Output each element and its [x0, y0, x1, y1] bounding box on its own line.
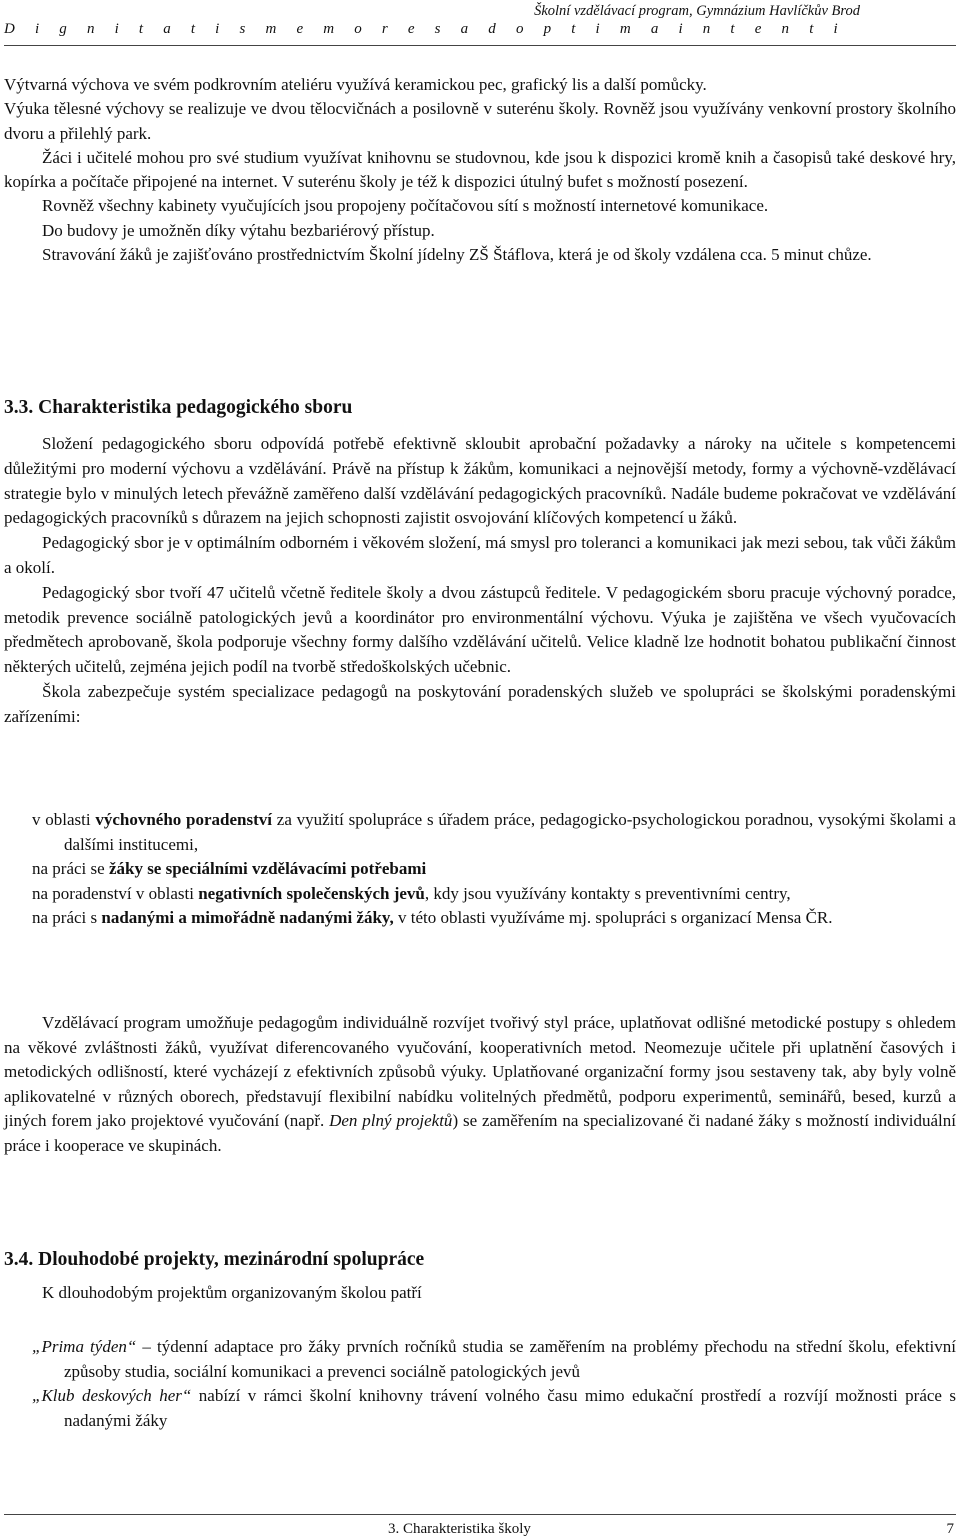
motto-letter: i: [114, 21, 119, 37]
list-item-suffix: , kdy jsou využívány kontakty s preventivními centry,: [424, 883, 791, 903]
motto-letter: r: [381, 21, 388, 37]
list-item-prefix: na poradenství v oblasti: [32, 883, 199, 903]
motto-letter: m: [323, 21, 335, 37]
header-school-program: Školní vzdělávací program, Gymnázium Havlíčkův Brod: [534, 3, 860, 19]
program-text-end: ) se zaměřením na specializované či nadané žáky s možností individuální práce i kooperace ve skupinách.: [4, 1111, 957, 1155]
staff-composition-text: Složení pedagogického sboru odpovídá potřebě efektivně skloubit aprobační požadavky a nároky na učitele s kompetencemi důležitými pro moderní výchovu a vzdělávání. Právě na přístup k žákům, komunikaci a nejnovější metody, formy a výchovně-vzdělávací strategie bylo v minulých letech převážně zaměřeno další vzdělávání pedagogických pracovníků.: [4, 434, 956, 503]
motto-letter: n: [86, 21, 95, 37]
list-item-suffix: v této oblasti využíváme mj. spolupráci s organizací Mensa ČR.: [393, 908, 833, 928]
project-description: nabízí v rámci školní knihovny trávení volného času mimo edukační prostředí a rozvíjí možnosti práce s nadanými žáky: [64, 1386, 956, 1430]
projects-intro: K dlouhodobým projektům organizovaným školou patří: [42, 1283, 422, 1302]
intro-paragraph-canteen: Stravování žáků je zajišťováno prostřednictvím Školní jídelny ZŠ Štáflova, která je od školy vzdálena cca. 5 minut chůze.: [42, 245, 872, 265]
footer-page-number: 7: [946, 1521, 954, 1537]
motto-letter: g: [59, 21, 67, 37]
counseling-list: [4, 808, 956, 931]
motto-letter: m: [265, 21, 277, 37]
footer-chapter: 3. Charakteristika školy: [388, 1521, 531, 1537]
motto-letter: e: [754, 21, 762, 37]
intro-block: [4, 73, 956, 267]
projects-list: [4, 1335, 956, 1433]
motto-letter: t: [730, 21, 735, 37]
motto-letter: s: [434, 21, 441, 37]
section-3-3-title: 3.3. Charakteristika pedagogického sboru: [4, 397, 353, 418]
intro-paragraph-network: Rovněž všechny kabinety vyučujících jsou propojeny počítačovou sítí s možností internetové komunikace.: [42, 196, 769, 216]
motto-letter: t: [138, 21, 144, 37]
staff-composition-paragraph: [4, 432, 956, 531]
list-item: [4, 882, 956, 907]
list-item: [4, 808, 956, 857]
intro-paragraph-library: Žáci i učitelé mohou pro své studium využívat knihovnu se studovnou, kde jsou k dispozici kromě knih a časopisů také deskové hry, kopírka a počítače připojené na internet. V suterénu školy je též k dispozici útulný bufet s možností posezení.: [4, 147, 956, 192]
project-name: „Prima týden“: [32, 1337, 137, 1356]
counseling-system-paragraph: Škola zabezpečuje systém specializace pedagogů na poskytování poradenských služeb ve spolupráci se školskými poradenskými zařízeními:: [4, 681, 956, 726]
list-item: [4, 857, 956, 882]
motto-letter: i: [833, 21, 838, 37]
list-item-bold: výchovného poradenství: [95, 810, 273, 829]
list-item: [4, 1384, 956, 1433]
motto-letter: n: [781, 21, 790, 37]
list-item-prefix: na práci se: [32, 859, 109, 879]
section-3-4-title: 3.4. Dlouhodobé projekty, mezinárodní spolupráce: [4, 1249, 425, 1270]
list-item-prefix: na práci s: [32, 908, 102, 928]
list-item-bold: negativních společenských jevů: [198, 883, 425, 903]
motto-letter: o: [354, 21, 362, 37]
motto-letter: t: [190, 21, 196, 37]
footer-divider: [4, 1514, 956, 1515]
motto-letter: s: [239, 21, 246, 37]
header-motto: [4, 19, 838, 39]
motto-letter: p: [543, 21, 552, 37]
motto-letter: a: [650, 21, 659, 37]
motto-letter: t: [571, 21, 576, 37]
header-divider: [4, 45, 956, 46]
project-name: „Klub deskových her“: [32, 1386, 192, 1406]
program-text-start: Vzdělávací program umožňuje pedagogům individuálně rozvíjet tvořivý styl práce, uplatňovat odlišné metodické postupy s ohledem na věkové zvláštnosti žáků, využívat diferencovaného vyučování, kooperativních metod. Neomezuje učitele při uplatnění časových i metodických odlišností, které vycházejí z efektivních způsobů výuky. Uplatňované organizační formy jsou sestaveny tak, aby byly volně aplikovatelné v různých oborech, představují flexibilní nabídku volitelných předmětů, podporu experimentů, seminářů, besed, kurzů a jiných forem jako projektové vyučování (např.: [4, 1013, 956, 1131]
section-3-4-intro-block: [4, 1281, 956, 1305]
program-paragraph: [4, 1011, 956, 1159]
staff-further-education-text: Nadále budeme pokračovat ve vzdělávání pedagogických pracovníků s důrazem na jejich schopnosti zajistit osvojování klíčových kompetencí u žáků.: [4, 483, 956, 528]
motto-letter: i: [595, 21, 600, 37]
intro-paragraph-access: Do budovy je umožněn díky výtahu bezbariérový přístup.: [42, 220, 435, 240]
staff-tolerance-paragraph: Pedagogický sbor je v optimálním odborném i věkovém složení, má smysl pro toleranci a komunikaci jak mezi sebou, tak vůči žákům a okolí.: [4, 533, 956, 577]
motto-letter: D: [4, 21, 15, 37]
list-item: [4, 1335, 956, 1384]
motto-letter: d: [488, 21, 496, 37]
list-item-bold: nadanými a mimořádně nadanými žáky,: [101, 908, 394, 928]
motto-letter: a: [163, 21, 171, 37]
motto-letter: t: [809, 21, 814, 37]
motto-letter: e: [407, 21, 415, 37]
motto-letter: e: [296, 21, 304, 37]
motto-letter: i: [215, 21, 220, 37]
intro-paragraph-pe: Výuka tělesné výchovy se realizuje ve dvou tělocvičnách a posilovně v suterénu školy. Rovněž jsou využívány venkovní prostory školního dvoru a přilehlý park.: [4, 99, 956, 143]
motto-letter: i: [678, 21, 683, 37]
list-item-prefix: v oblasti: [32, 810, 96, 829]
list-item: [4, 906, 956, 931]
motto-letter: n: [702, 21, 711, 37]
motto-letter: i: [34, 21, 40, 37]
staff-count-paragraph: Pedagogický sbor tvoří 47 učitelů včetně ředitele školy a dvou zástupců ředitele. V pedagogickém sboru pracuje výchovný poradce, metodik prevence sociálně patologických jevů a koordinátor pro environmentální výchovu. Výuka je zajištěna ve všech vyučovacích předmětech aprobovaně, škola podporuje všechny formy dalšího vzdělávání učitelů. Velice kladně lze hodnotit bohatou publikační činnost některých učitelů, zejména jejich podíl na tvorbě středoškolských učebnic.: [4, 582, 956, 677]
project-description: – týdenní adaptace pro žáky prvních ročníků studia se zaměřením na problémy přechodu na střední školu, efektivní způsoby studia, sociální komunikaci a prevenci sociálně patologických jevů: [64, 1337, 957, 1381]
list-item-bold: žáky se speciálními vzdělávacími potřebami: [108, 859, 427, 879]
list-item-suffix: za využití spolupráce s úřadem práce, pedagogicko-psychologickou poradnou, vysokými školami a dalšími institucemi,: [64, 810, 956, 854]
motto-letter: a: [460, 21, 469, 37]
motto-letter: o: [515, 21, 524, 37]
section-3-3-body: [4, 432, 956, 730]
program-text-italic: Den plný projektů: [329, 1111, 453, 1131]
motto-letter: m: [619, 21, 631, 37]
program-paragraph-block: [4, 1011, 956, 1159]
intro-paragraph-art: Výtvarná výchova ve svém podkrovním ateliéru využívá keramickou pec, grafický lis a další pomůcky.: [4, 75, 707, 94]
